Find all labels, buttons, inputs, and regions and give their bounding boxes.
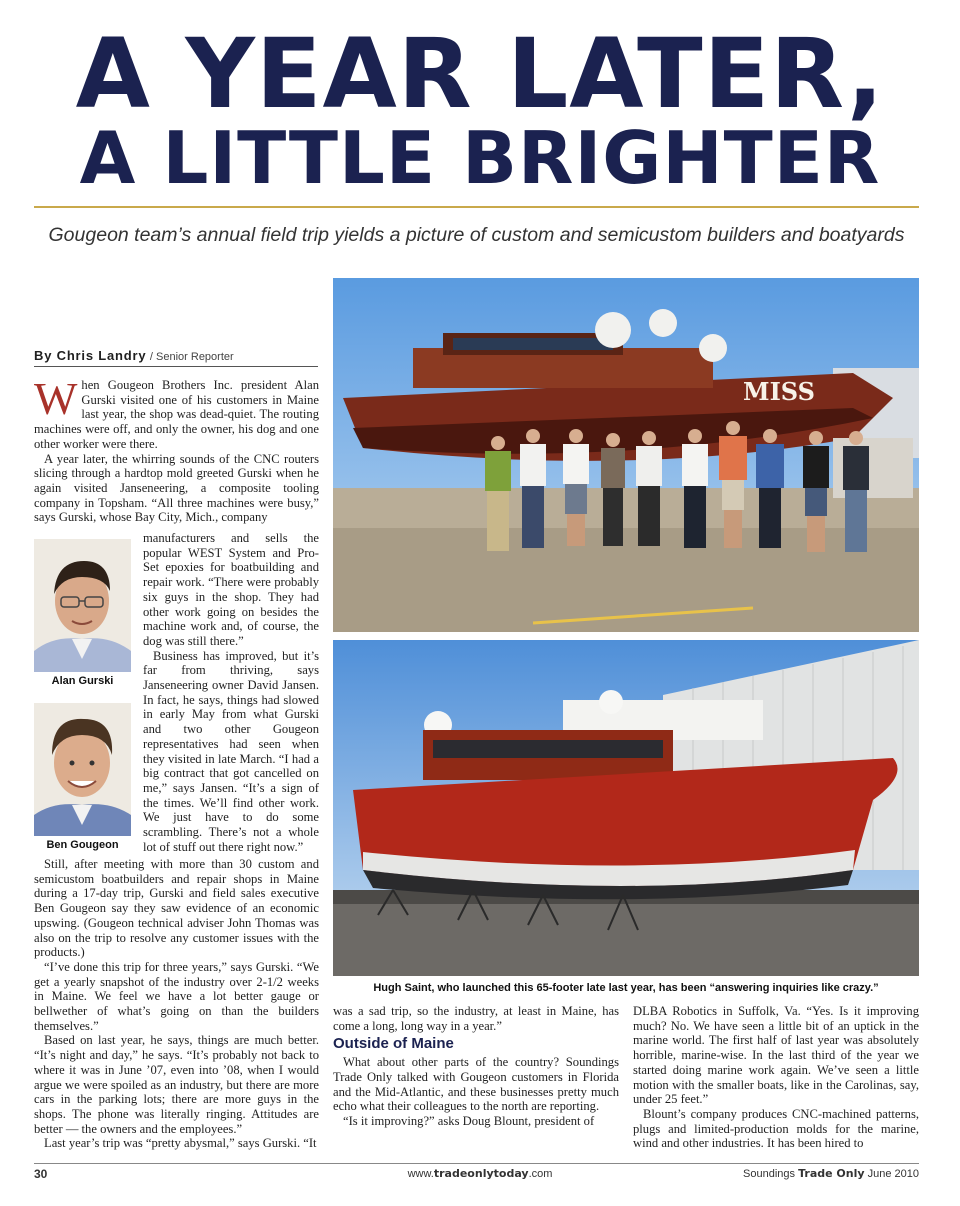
- page-number: 30: [34, 1167, 48, 1181]
- article-column-1-narrow: [143, 531, 319, 854]
- footer-publication: [743, 1167, 919, 1180]
- article-column-2: [333, 1004, 619, 1129]
- portrait-caption: Ben Gougeon: [46, 839, 119, 851]
- article-column-1-bottom: [34, 857, 319, 1151]
- headline-divider: [34, 206, 919, 208]
- photo-65-footer: [333, 640, 919, 976]
- photo-caption: Hugh Saint, who launched this 65-footer late last year, has been “answering inquiries like crazy.”: [373, 982, 879, 994]
- headline-line-1: A YEAR LATER,: [75, 18, 885, 130]
- byline-role: / Senior Reporter: [149, 351, 234, 363]
- article-column-1-top: [34, 373, 319, 525]
- portrait-image: [34, 703, 131, 836]
- portrait-ben-gougeon: [34, 703, 131, 836]
- footer-url-suffix: .com: [528, 1168, 553, 1180]
- article-paragraph: DLBA Robotics in Suffolk, Va. “Yes. Is it improving much? No. We have seen a little bit of an uptick in the marine world. The first half of last year was absolutely horrible, marine-wise. In the last third of the year we started doing marine work again. We’ve seen a little motion with the smaller boats, like in the Carolinas, say, under 25 feet.”: [633, 1004, 919, 1107]
- article-paragraph: was a sad trip, so the industry, at least in Maine, has come a long, long way in a year.”: [333, 1004, 619, 1033]
- photo-boat-crew: [333, 278, 919, 632]
- footer-rule: [34, 1163, 919, 1164]
- footer-url-prefix: www.: [407, 1168, 434, 1180]
- article-paragraph: What about other parts of the country? Soundings Trade Only talked with Gougeon customers in Florida and the Mid-Atlantic, and these businesses pretty much echo what their colleagues to the north are reporting.: [333, 1055, 619, 1114]
- boat-crew-image: [333, 278, 919, 632]
- footer-pub-name: Trade Only: [798, 1167, 865, 1180]
- article-column-3: [633, 1004, 919, 1151]
- footer-url-domain: tradeonlytoday: [433, 1167, 529, 1180]
- portrait-caption: Alan Gurski: [51, 675, 114, 687]
- footer-pub-prefix: Soundings: [743, 1168, 796, 1180]
- section-heading: Outside of Maine: [333, 1035, 454, 1053]
- portrait-alan-gurski: [34, 539, 131, 672]
- article-paragraph: Business has improved, but it’s far from thriving, says Janseneering owner David Jansen. In fact, he says, things had slowed in early May from what Gurski and two other Gougeon representatives had seen when they visited in late March. “I had a big contract that got cancelled on me,” says Jansen. “It’s a sign of the times. We’ll find other work. We just have to do some scrambling. There’s not a whole lot of stuff out there right now.”: [143, 648, 319, 854]
- byline: [34, 348, 318, 367]
- article-paragraph: “Is it improving?” asks Doug Blount, president of: [343, 1113, 595, 1128]
- article-paragraph: Based on last year, he says, things are much better. “It’s night and day,” he says. “It’s probably not back to where it was in June ’07, even into ’08, when I would argue we were spoiled as an industry, but there are more cars in the parking lots; there are more guys in the shops. The phone was literally ringing. Attitudes are better — the owners and the employees.”: [34, 1033, 319, 1136]
- footer-pub-date: June 2010: [867, 1168, 919, 1180]
- subheadline: Gougeon team’s annual field trip yields a picture of custom and semicustom builders and boatyards: [48, 224, 905, 246]
- article-paragraph: “I’ve done this trip for three years,” says Gurski. “We get a yearly snapshot of the industry over 2-1/2 weeks in Maine. We feel we have a lot better gauge or bellwether of what’s going on than the builders themselves.”: [34, 959, 319, 1033]
- article-paragraph: hen Gougeon Brothers Inc. president Alan Gurski visited one of his customers in Maine last year, the shop was dead-quiet. The routing machines were off, and only the owner, his dog and one other worker were there.: [34, 378, 319, 451]
- headline-line-2: A LITTLE BRIGHTER: [79, 116, 881, 200]
- hull-name: MISS: [743, 377, 815, 406]
- portrait-image: [34, 539, 131, 672]
- article-paragraph: Still, after meeting with more than 30 custom and semicustom boatbuilders and repair shops in Maine during a 17-day trip, Gurski and field sales executive Ben Gougeon say they saw evidence of an economic upswing. (Gougeon technical adviser John Thomas was also on the trip to resolve any customer issues with the products.): [34, 857, 319, 960]
- dropcap: W: [34, 373, 78, 424]
- article-paragraph: A year later, the whirring sounds of the CNC routers slicing through a hardtop mold greeted Gurski when he again visited Janseneering, a composite tooling company in Topsham. “All three machines were busy,” says Gurski, whose Bay City, Mich., company: [34, 451, 319, 525]
- article-paragraph: Last year’s trip was “pretty abysmal,” says Gurski. “It: [44, 1136, 317, 1151]
- article-paragraph: Blount’s company produces CNC-machined patterns, plugs and limited-production molds for the marine, wind and other industries. It has been hired to: [633, 1106, 919, 1151]
- byline-author: By Chris Landry: [34, 348, 147, 363]
- boat-65-footer-image: [333, 640, 919, 976]
- article-paragraph: manufacturers and sells the popular WEST System and Pro-Set epoxies for boatbuilding and repair work. “There were probably six guys in the shop. They had other work going on besides the machine work and, of course, the dog was still there.”: [143, 531, 319, 648]
